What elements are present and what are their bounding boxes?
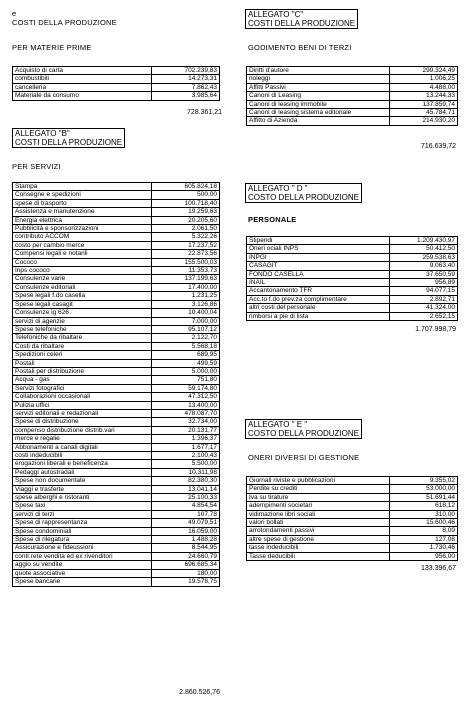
row-label: Compensi legali e notarili (13, 250, 152, 258)
header-line1: e (12, 9, 17, 18)
row-label: adempimenti societari (247, 502, 390, 510)
row-label: tasse indeducibili (247, 544, 390, 552)
table-row (13, 477, 220, 485)
row-label: CASAGIT (247, 262, 390, 270)
row-label: contr.rete vendita ed ex rivenditori (13, 552, 152, 560)
row-label: aggio su vendite (13, 561, 152, 569)
table-row (247, 279, 458, 287)
table-row (247, 262, 458, 270)
row-amount: 47.312,50 (152, 393, 220, 401)
row-label: Assicurazione e fideussioni (13, 544, 152, 552)
table-row (247, 92, 458, 100)
personale-total: 1.707.998,79 (415, 326, 456, 333)
row-amount: 2.652,15 (390, 312, 458, 320)
table-row (13, 283, 220, 291)
row-amount: 10.311,98 (152, 468, 220, 476)
table-row (13, 376, 220, 384)
table-row (13, 191, 220, 199)
row-label: Pubblicità e sponsorizzazioni (13, 225, 152, 233)
row-label: rimborsi a pie di lista (247, 312, 390, 320)
table-row (13, 401, 220, 409)
row-label: Postali (13, 359, 152, 367)
table-row (13, 544, 220, 552)
row-label: Perdite su crediti (247, 485, 390, 493)
row-amount: 127,08 (390, 535, 458, 543)
row-amount: 7.862,43 (152, 83, 220, 91)
row-label: vidimazione libri sociali (247, 510, 390, 518)
row-amount: 11.353,73 (152, 267, 220, 275)
row-amount: 3.985,64 (152, 92, 220, 100)
table-row (13, 258, 220, 266)
materie-prime-total: 728.361,21 (186, 109, 222, 116)
row-label: Spese taxi (13, 502, 152, 510)
row-label: Canoni di leasing sistema editoriale (247, 109, 390, 117)
allegato-e-line1: ALLEGATO " E " (248, 420, 308, 429)
table-row (13, 494, 220, 502)
row-label: Consegne e spedizioni (13, 191, 152, 199)
table-row (247, 237, 458, 245)
row-amount: 1.488,28 (152, 536, 220, 544)
row-label: altri costi del personale (247, 304, 390, 312)
row-amount: 45.784,71 (390, 109, 458, 117)
row-amount: 19.259,63 (152, 208, 220, 216)
table-row (13, 75, 220, 83)
table-row (247, 485, 458, 493)
row-label: Spese di distribuzione (13, 418, 152, 426)
row-label: Spese di rilegatura (13, 536, 152, 544)
table-row (13, 351, 220, 359)
table-row (13, 460, 220, 468)
row-amount: 51.691,44 (390, 493, 458, 501)
allegato-c-line2: COSTI DELLA PRODUZIONE (248, 19, 356, 28)
servizi-total: 2.860.526,76 (179, 689, 220, 696)
row-label: Tasse deducibili (247, 552, 390, 560)
row-label: Giornali riviste e pubblicazioni (247, 477, 390, 485)
row-label: Consulenze varie (13, 275, 152, 283)
table-row (13, 367, 220, 375)
row-amount: 107,78 (152, 510, 220, 518)
table-row (247, 117, 458, 125)
table-row (13, 233, 220, 241)
row-label: Pedaggi autostradali (13, 468, 152, 476)
row-amount: 22.873,56 (152, 250, 220, 258)
row-amount: 5.500,00 (152, 460, 220, 468)
row-amount: 689,95 (152, 351, 220, 359)
table-row (13, 325, 220, 333)
row-amount: 20.205,60 (152, 216, 220, 224)
table-row (13, 468, 220, 476)
row-label: costo per cambio merce (13, 241, 152, 249)
table-row (13, 435, 220, 443)
row-amount: 956,89 (390, 279, 458, 287)
row-label: Iva su tirature (247, 493, 390, 501)
table-row (13, 552, 220, 560)
table-row (13, 359, 220, 367)
table-row (13, 510, 220, 518)
row-label: Spese legali casagit (13, 300, 152, 308)
table-row (13, 225, 220, 233)
row-label: Acquisto di carta (13, 67, 152, 75)
table-row (13, 67, 220, 75)
row-amount: 24.660,79 (152, 552, 220, 560)
row-label: servizi di terzi (13, 510, 152, 518)
row-label: Diritti d'autore (247, 67, 390, 75)
table-row (13, 292, 220, 300)
row-label: arrotondamenti passivi (247, 527, 390, 535)
table-row (13, 183, 220, 191)
godimento-table (246, 66, 458, 126)
table-row (13, 384, 220, 392)
row-amount: 7.000,00 (152, 317, 220, 325)
table-row (247, 100, 458, 108)
row-label: spese alberghi e ristoranti (13, 494, 152, 502)
row-label: Spese condominiali (13, 527, 152, 535)
row-amount: 605.824,18 (152, 183, 220, 191)
row-amount: 20.131,77 (152, 426, 220, 434)
row-amount: 59.174,80 (152, 384, 220, 392)
row-amount: 702.239,83 (152, 67, 220, 75)
row-label: Affitti Passivi (247, 83, 390, 91)
materie-prime-title: PER MATERIE PRIME (12, 43, 92, 52)
table-row (13, 199, 220, 207)
table-row (13, 485, 220, 493)
row-amount: 100.718,40 (152, 199, 220, 207)
row-amount: 3.126,86 (152, 300, 220, 308)
row-amount: 17.237,52 (152, 241, 220, 249)
row-amount: 17.400,00 (152, 283, 220, 291)
table-row (13, 443, 220, 451)
row-amount: 2.122,70 (152, 334, 220, 342)
allegato-b-header (12, 128, 125, 148)
table-row (13, 502, 220, 510)
row-amount: 13.041,14 (152, 485, 220, 493)
allegato-c-line1: ALLEGATO "C" (248, 10, 304, 19)
table-row (13, 216, 220, 224)
godimento-title: GODIMENTO BENI DI TERZI (248, 43, 352, 52)
row-amount: 1.209.430,97 (390, 237, 458, 245)
allegato-d-line1: ALLEGATO " D " (248, 184, 308, 193)
table-row (13, 536, 220, 544)
table-row (13, 393, 220, 401)
row-label: Collaborazioni occasionali (13, 393, 152, 401)
allegato-e-line2: COSTO DELLA PRODUZIONE (248, 429, 359, 438)
godimento-total: 716.639,72 (420, 143, 456, 150)
table-row (247, 544, 458, 552)
personale-title: PERSONALE (248, 215, 297, 224)
table-row (247, 287, 458, 295)
row-amount: 41.324,00 (390, 304, 458, 312)
row-label: spese di trasporto (13, 199, 152, 207)
allegato-e-header (245, 419, 362, 439)
row-label: INPGI (247, 253, 390, 261)
row-label: Acc.to f.do prev.za complimentare (247, 295, 390, 303)
row-amount: 82.380,30 (152, 477, 220, 485)
row-label: Costi da ribaltare (13, 342, 152, 350)
row-label: Stipendi (247, 237, 390, 245)
row-label: Servizi fotografici (13, 384, 152, 392)
materie-prime-table (12, 66, 220, 101)
row-amount: 5.568,18 (152, 342, 220, 350)
servizi-table (12, 182, 220, 587)
row-label: servizi editoriali e redazionali (13, 409, 152, 417)
row-amount: 696.685,34 (152, 561, 220, 569)
row-amount: 499,59 (152, 359, 220, 367)
row-amount: 1.730,46 (390, 544, 458, 552)
row-amount: 95.107,12 (152, 325, 220, 333)
personale-table (246, 236, 458, 321)
table-row (247, 75, 458, 83)
table-row (247, 552, 458, 560)
table-row (13, 83, 220, 91)
table-row (13, 342, 220, 350)
table-row (247, 253, 458, 261)
row-label: Spese bancarie (13, 578, 152, 586)
row-amount: 137.199,63 (152, 275, 220, 283)
row-amount: 9.355,02 (390, 477, 458, 485)
table-row (247, 295, 458, 303)
table-row (247, 493, 458, 501)
row-amount: 25.100,33 (152, 494, 220, 502)
row-label: altre spese di gestione (247, 535, 390, 543)
oneri-title: ONERI DIVERSI DI GESTIONE (248, 453, 360, 462)
row-label: Canoni di leasing immobile (247, 100, 390, 108)
row-label: quote associative (13, 569, 152, 577)
row-amount: 310,00 (390, 510, 458, 518)
row-amount: 13.244,33 (390, 92, 458, 100)
table-row (13, 300, 220, 308)
row-label: contributo ACCOM (13, 233, 152, 241)
row-label: Consulenze lg 626 (13, 309, 152, 317)
table-row (13, 418, 220, 426)
row-amount: 49.079,51 (152, 519, 220, 527)
row-label: Materiale da consumo (13, 92, 152, 100)
table-row (13, 92, 220, 100)
row-amount: 478.087,70 (152, 409, 220, 417)
table-row (13, 208, 220, 216)
table-row (13, 267, 220, 275)
row-label: combustibili (13, 75, 152, 83)
row-amount: 4.854,54 (152, 502, 220, 510)
row-amount: 1.396,37 (152, 435, 220, 443)
row-amount: 50.412,50 (390, 245, 458, 253)
row-amount: 4.488,00 (390, 83, 458, 91)
row-label: Spese non documentate (13, 477, 152, 485)
row-label: Spese legali f.do casella (13, 292, 152, 300)
servizi-title: PER SERVIZI (12, 162, 61, 171)
row-amount: 5.000,00 (152, 367, 220, 375)
row-label: cancelleria (13, 83, 152, 91)
table-row (13, 527, 220, 535)
table-row (247, 510, 458, 518)
table-row (247, 535, 458, 543)
row-amount: 214.930,20 (390, 117, 458, 125)
table-row (247, 477, 458, 485)
allegato-d-header (245, 183, 362, 203)
table-row (247, 502, 458, 510)
row-label: Telefoniche da ribaltare (13, 334, 152, 342)
row-amount: 180,00 (152, 569, 220, 577)
table-row (247, 270, 458, 278)
row-label: Oneri ociali INPS (247, 245, 390, 253)
row-amount: 137.859,74 (390, 100, 458, 108)
allegato-b-line1: ALLEGATO "B" (15, 129, 70, 138)
row-amount: 53.000,00 (390, 485, 458, 493)
table-row (247, 312, 458, 320)
row-label: Affitto di Azienda (247, 117, 390, 125)
row-label: costi indeducibili (13, 452, 152, 460)
row-amount: 94.077,15 (390, 287, 458, 295)
row-amount: 15.600,46 (390, 519, 458, 527)
row-label: FONDO CASELLA (247, 270, 390, 278)
row-label: Spese di rappresentanza (13, 519, 152, 527)
row-amount: 618,12 (390, 502, 458, 510)
row-amount: 299.324,49 (390, 67, 458, 75)
table-row (247, 109, 458, 117)
row-amount: 155.500,03 (152, 258, 220, 266)
table-row (13, 519, 220, 527)
table-row (13, 334, 220, 342)
oneri-table (246, 476, 458, 561)
row-amount: 16.059,00 (152, 527, 220, 535)
row-label: Acqua - gas (13, 376, 152, 384)
row-amount: 5.322,26 (152, 233, 220, 241)
row-amount: 14.273,31 (152, 75, 220, 83)
row-label: Energia elettrica (13, 216, 152, 224)
row-amount: 259.538,63 (390, 253, 458, 261)
row-label: Accantonamento TFR (247, 287, 390, 295)
row-label: Spese telefoniche (13, 325, 152, 333)
row-label: Cococo (13, 258, 152, 266)
table-row (13, 578, 220, 586)
table-row (13, 317, 220, 325)
row-label: Assistenza e manutenzione (13, 208, 152, 216)
row-amount: 2.100,43 (152, 452, 220, 460)
row-amount: 10.400,04 (152, 309, 220, 317)
row-label: Inps cococo (13, 267, 152, 275)
row-label: Abbonamenti a canali digitali (13, 443, 152, 451)
row-label: Stampa (13, 183, 152, 191)
row-amount: 32.734,00 (152, 418, 220, 426)
row-amount: 8,09 (390, 527, 458, 535)
row-amount: 1.006,25 (390, 75, 458, 83)
row-label: noleggi (247, 75, 390, 83)
row-amount: 2.061,50 (152, 225, 220, 233)
row-amount: 2.892,71 (390, 295, 458, 303)
table-row (13, 241, 220, 249)
row-amount: 1.677,17 (152, 443, 220, 451)
row-label: erogazioni liberali e beneficenza (13, 460, 152, 468)
table-row (13, 426, 220, 434)
table-row (13, 452, 220, 460)
row-label: servizi di agenzie (13, 317, 152, 325)
row-amount: 8.544,95 (152, 544, 220, 552)
header-line2: COSTI DELLA PRODUZIONE (12, 18, 117, 27)
row-amount: 19.578,75 (152, 578, 220, 586)
row-label: Pulizia uffici (13, 401, 152, 409)
row-amount: 9.063,40 (390, 262, 458, 270)
row-amount: 13.400,00 (152, 401, 220, 409)
table-row (247, 67, 458, 75)
table-row (13, 409, 220, 417)
row-label: valori bollati (247, 519, 390, 527)
table-row (13, 309, 220, 317)
table-row (247, 519, 458, 527)
table-row (247, 245, 458, 253)
row-label: Consulenze editoriali (13, 283, 152, 291)
header-costi-produzione (12, 9, 117, 27)
table-row (13, 569, 220, 577)
allegato-c-header (245, 9, 358, 29)
table-row (13, 561, 220, 569)
row-label: Spedizioni celeri (13, 351, 152, 359)
row-amount: 37.650,59 (390, 270, 458, 278)
table-row (247, 527, 458, 535)
table-row (13, 250, 220, 258)
table-row (13, 275, 220, 283)
row-label: Canoni di Leasing (247, 92, 390, 100)
row-label: Viaggi e trasferte (13, 485, 152, 493)
row-label: Postali per distribuzione (13, 367, 152, 375)
table-row (247, 304, 458, 312)
row-amount: 956,00 (390, 552, 458, 560)
row-label: compenso distribuzione distrib.vari (13, 426, 152, 434)
table-row (247, 83, 458, 91)
row-label: INAIL (247, 279, 390, 287)
row-amount: 500,00 (152, 191, 220, 199)
row-amount: 751,80 (152, 376, 220, 384)
row-label: merce e regalie (13, 435, 152, 443)
row-amount: 1.231,25 (152, 292, 220, 300)
oneri-total: 133.396,67 (420, 565, 456, 572)
allegato-d-line2: COSTO DELLA PRODUZIONE (248, 193, 359, 202)
allegato-b-line2: COSTI DELLA PRODUZIONE (15, 138, 123, 147)
